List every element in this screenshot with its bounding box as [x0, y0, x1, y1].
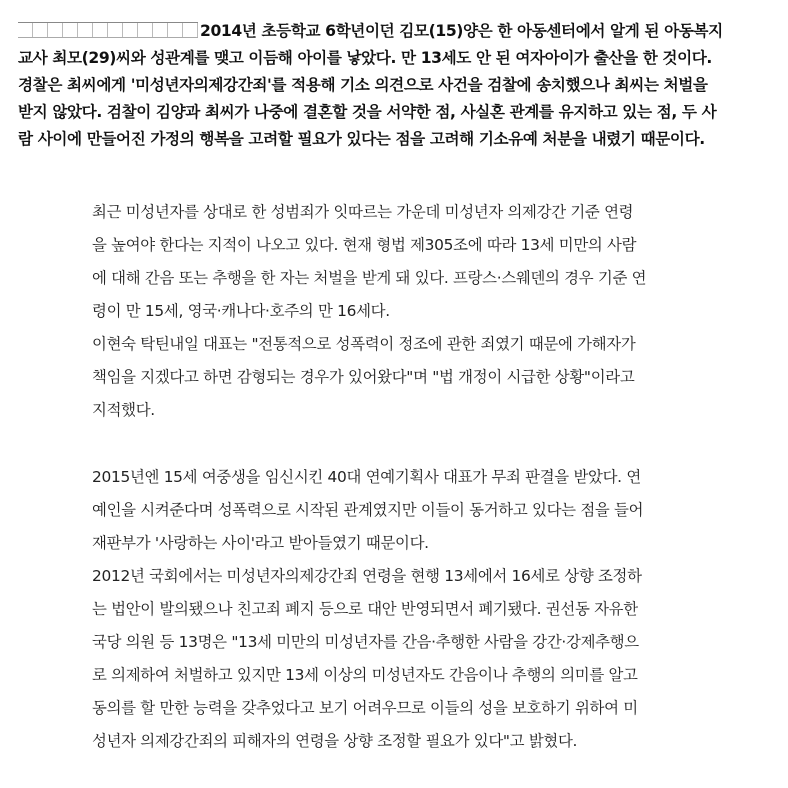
lead-line: 2014년 초등학교 6학년이던 김모(15)양은 한 아동센터에서 알게 된 아동복지 — [18, 18, 776, 45]
lead-line: 경찰은 최씨에게 '미성년자의제강간죄'를 적용해 기소 의견으로 사건을 검찰에 송치했으나 최씨는 처벌을 — [18, 76, 708, 94]
body-line: 로 의제하여 처벌하고 있지만 13세 이상의 미성년자도 간음이나 추행의 의미를 알고 — [92, 666, 638, 684]
lead-paragraph — [18, 18, 776, 153]
body-line: 지적했다. — [92, 401, 155, 419]
body-line: 2012년 국회에서는 미성년자의제강간죄 연령을 현행 13세에서 16세로 상향 조정하 — [92, 567, 642, 585]
body-line: 책임을 지겠다고 하면 감형되는 경우가 있어왔다"며 "법 개정이 시급한 상황"이라고 — [92, 368, 635, 386]
lead-line: 교사 최모(29)씨와 성관계를 맺고 이듬해 아이를 낳았다. 만 13세도 안 된 여자아이가 출산을 한 것이다. — [18, 49, 712, 67]
body-line: 동의를 할 만한 능력을 갖추었다고 보기 어려우므로 이들의 성을 보호하기 위하여 미 — [92, 699, 638, 717]
cropped-text-fragment — [18, 22, 198, 38]
body-line: 이현숙 탁틴내일 대표는 "전통적으로 성폭력이 정조에 관한 죄였기 때문에 가해자가 — [92, 335, 636, 353]
article-body-section-2 — [92, 461, 702, 758]
body-line: 는 법안이 발의됐으나 친고죄 폐지 등으로 대안 반영되면서 폐기됐다. 권선동 자유한 — [92, 600, 638, 618]
body-line: 령이 만 15세, 영국·캐나다·호주의 만 16세다. — [92, 302, 390, 320]
body-line: 예인을 시켜준다며 성폭력으로 시작된 관계였지만 이들이 동거하고 있다는 점을 들어 — [92, 501, 644, 519]
body-line: 을 높여야 한다는 지적이 나오고 있다. 현재 형법 제305조에 따라 13세 미만의 사람 — [92, 236, 637, 254]
body-line: 재판부가 '사랑하는 사이'라고 받아들였기 때문이다. — [92, 534, 429, 552]
body-line: 2015년엔 15세 여중생을 임신시킨 40대 연예기획사 대표가 무죄 판결을 받았다. 연 — [92, 468, 641, 486]
body-line: 성년자 의제강간죄의 피해자의 연령을 상향 조정할 필요가 있다"고 밝혔다. — [92, 732, 578, 750]
body-line: 에 대해 간음 또는 추행을 한 자는 처벌을 받게 돼 있다. 프랑스·스웨덴의 경우 기준 연 — [92, 269, 647, 287]
article-body-section-1 — [92, 196, 702, 427]
body-line: 최근 미성년자를 상대로 한 성범죄가 잇따르는 가운데 미성년자 의제강간 기준 연령 — [92, 203, 634, 221]
body-line: 국당 의원 등 13명은 "13세 미만의 미성년자를 간음·추행한 사람을 강간·강제추행으 — [92, 633, 639, 651]
lead-line: 받지 않았다. 검찰이 김양과 최씨가 나중에 결혼할 것을 서약한 점, 사실혼 관계를 유지하고 있는 점, 두 사 — [18, 103, 717, 121]
lead-line: 람 사이에 만들어진 가정의 행복을 고려할 필요가 있다는 점을 고려해 기소유예 처분을 내렸기 때문이다. — [18, 130, 705, 148]
